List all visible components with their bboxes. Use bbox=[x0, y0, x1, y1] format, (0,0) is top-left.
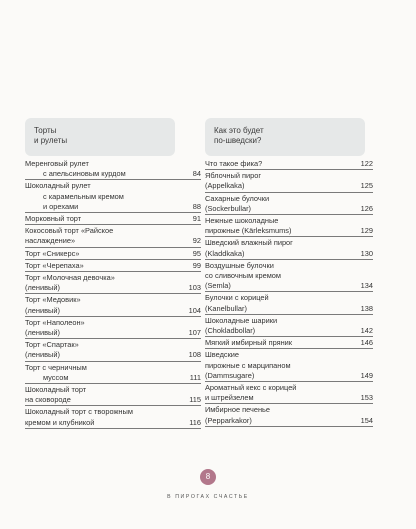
toc-entry-title-line: и штрейзелем bbox=[205, 393, 254, 403]
toc-entry-page: 108 bbox=[188, 350, 201, 360]
toc-entry[interactable] bbox=[25, 180, 201, 213]
toc-list-swedish bbox=[205, 158, 373, 427]
toc-entry-page: 92 bbox=[192, 236, 201, 246]
toc-entry-title-line: Торт «Наполеон» bbox=[25, 317, 85, 327]
toc-entry-title-line: Шоколадные шарики bbox=[205, 315, 278, 325]
toc-entry-title-line: Меренговый рулет bbox=[25, 159, 89, 168]
toc-entry-title-line: (Sockerbullar) bbox=[205, 203, 252, 213]
toc-entry-page: 153 bbox=[360, 393, 373, 403]
toc-entry-page: 126 bbox=[360, 203, 373, 213]
toc-entry-title-line: (Kanelbullar) bbox=[205, 303, 247, 313]
section-header-cakes bbox=[25, 118, 175, 156]
toc-entry-title-line: Мягкий имбирный пряник bbox=[205, 338, 293, 348]
toc-entry[interactable] bbox=[25, 225, 201, 247]
toc-entry[interactable] bbox=[205, 170, 373, 192]
toc-entry-title-line: с карамельным кремом bbox=[43, 191, 124, 201]
section-title-line: по-шведски? bbox=[214, 136, 262, 145]
toc-entry[interactable] bbox=[25, 158, 201, 180]
toc-entry-page: 91 bbox=[192, 214, 201, 224]
toc-entry[interactable] bbox=[205, 158, 373, 170]
toc-list-cakes bbox=[25, 158, 201, 429]
section-header-swedish bbox=[205, 118, 365, 156]
toc-entry-title-line: Что такое фика? bbox=[205, 159, 263, 168]
toc-entry-page: 129 bbox=[360, 226, 373, 236]
toc-entry-page: 107 bbox=[188, 328, 201, 338]
book-title-footer: В ПИРОГАХ СЧАСТЬЕ bbox=[167, 494, 249, 500]
toc-entry-title-line: (ленивый) bbox=[25, 350, 60, 360]
toc-entry[interactable] bbox=[205, 215, 373, 237]
toc-entry[interactable] bbox=[205, 349, 373, 382]
toc-entry[interactable] bbox=[205, 260, 373, 293]
toc-entry-title-line: наслаждение» bbox=[25, 236, 76, 246]
toc-entry-title-line: (ленивый) bbox=[25, 283, 60, 293]
toc-entry-title-line: (Appelkaka) bbox=[205, 181, 245, 191]
toc-entry[interactable] bbox=[25, 362, 201, 384]
section-title-line: и рулеты bbox=[34, 136, 68, 145]
toc-entry-title-line: (ленивый) bbox=[25, 305, 60, 315]
toc-entry-page: 125 bbox=[360, 181, 373, 191]
toc-column-swedish bbox=[205, 118, 373, 427]
toc-entry-title-line: со сливочным кремом bbox=[205, 271, 281, 281]
toc-entry-title-line: (Pepparkakor) bbox=[205, 415, 252, 425]
toc-entry-title-line: пирожные с марципаном bbox=[205, 360, 291, 370]
toc-entry[interactable] bbox=[25, 406, 201, 428]
toc-entry[interactable] bbox=[25, 213, 201, 225]
page-number-badge: 8 bbox=[200, 469, 216, 485]
section-title-line: Торты bbox=[34, 126, 57, 135]
toc-entry[interactable] bbox=[25, 260, 201, 272]
toc-entry[interactable] bbox=[205, 315, 373, 337]
toc-entry-title-line: на сковороде bbox=[25, 395, 71, 405]
toc-entry-page: 88 bbox=[192, 201, 201, 211]
toc-entry[interactable] bbox=[205, 237, 373, 259]
toc-entry[interactable] bbox=[25, 317, 201, 339]
toc-entry[interactable] bbox=[205, 337, 373, 349]
toc-entry-page: 104 bbox=[188, 305, 201, 315]
toc-entry-title-line: Торт «Черепаха» bbox=[25, 260, 84, 270]
toc-entry-title-line: муссом bbox=[43, 372, 69, 382]
toc-entry-page: 103 bbox=[188, 283, 201, 293]
toc-entry-page: 116 bbox=[189, 417, 201, 427]
toc-entry-title-line: (ленивый) bbox=[25, 328, 60, 338]
toc-entry[interactable] bbox=[25, 248, 201, 260]
toc-entry-title-line: Яблочный пирог bbox=[205, 171, 262, 181]
toc-entry[interactable] bbox=[25, 294, 201, 316]
toc-entry-title-line: Нежные шоколадные bbox=[205, 216, 279, 226]
toc-entry-page: 99 bbox=[192, 260, 201, 270]
toc-entry-page: 154 bbox=[360, 415, 373, 425]
toc-entry-page: 134 bbox=[360, 281, 373, 291]
section-title-line: Как это будет bbox=[214, 126, 264, 135]
toc-entry[interactable] bbox=[25, 384, 201, 406]
toc-column-cakes bbox=[25, 118, 201, 429]
toc-entry-title-line: пирожные (Kärleksmums) bbox=[205, 226, 292, 236]
toc-entry-title-line: Шведские bbox=[205, 350, 240, 360]
toc-entry-page: 142 bbox=[360, 326, 373, 336]
toc-entry-page: 146 bbox=[360, 338, 373, 348]
toc-entry-title-line: и орехами bbox=[43, 201, 79, 211]
toc-entry-title-line: Торт «Сникерс» bbox=[25, 248, 80, 258]
toc-entry-title-line: Торт с черничным bbox=[25, 362, 87, 372]
toc-entry-page: 111 bbox=[189, 372, 201, 382]
toc-entry[interactable] bbox=[205, 292, 373, 314]
toc-entry-title-line: (Chokladbollar) bbox=[205, 326, 256, 336]
toc-entry-title-line: Сахарные булочки bbox=[205, 193, 270, 203]
toc-entry-title-line: Шведский влажный пирог bbox=[205, 238, 293, 248]
toc-entry-page: 115 bbox=[189, 395, 201, 405]
toc-entry[interactable] bbox=[25, 272, 201, 294]
toc-entry-title-line: с апельсиновым курдом bbox=[43, 169, 126, 179]
toc-entry-title-line: Воздушные булочки bbox=[205, 260, 274, 270]
toc-entry-title-line: (Semla) bbox=[205, 281, 231, 291]
toc-entry[interactable] bbox=[205, 404, 373, 426]
toc-entry[interactable] bbox=[205, 382, 373, 404]
toc-entry-title-line: Шоколадный рулет bbox=[25, 181, 91, 191]
toc-entry-title-line: (Dammsugare) bbox=[205, 370, 255, 380]
toc-entry-title-line: Булочки с корицей bbox=[205, 293, 269, 303]
toc-entry-title-line: Морковный торт bbox=[25, 214, 82, 224]
toc-entry-page: 138 bbox=[360, 303, 373, 313]
toc-entry-title-line: Торт «Медовик» bbox=[25, 295, 81, 305]
toc-entry-title-line: Имбирное печенье bbox=[205, 405, 271, 415]
toc-entry-title-line: (Kladdkaka) bbox=[205, 248, 245, 258]
toc-entry-title-line: Шоколадный торт с творожным bbox=[25, 407, 133, 417]
toc-entry-title-line: кремом и клубникой bbox=[25, 417, 95, 427]
toc-entry-title-line: Кокосовый торт «Райское bbox=[25, 226, 114, 236]
toc-entry[interactable] bbox=[205, 193, 373, 215]
toc-entry-page: 84 bbox=[192, 169, 201, 179]
toc-entry-page: 122 bbox=[360, 159, 373, 168]
toc-entry-title-line: Ароматный кекс с корицей bbox=[205, 383, 297, 393]
toc-entry-page: 149 bbox=[360, 370, 373, 380]
toc-entry-title-line: Торт «Молочная девочка» bbox=[25, 273, 115, 283]
toc-entry-title-line: Торт «Спартак» bbox=[25, 340, 79, 350]
toc-entry-page: 130 bbox=[360, 248, 373, 258]
toc-entry-page: 95 bbox=[192, 248, 201, 258]
toc-entry[interactable] bbox=[25, 339, 201, 361]
toc-entry-title-line: Шоколадный торт bbox=[25, 385, 87, 395]
